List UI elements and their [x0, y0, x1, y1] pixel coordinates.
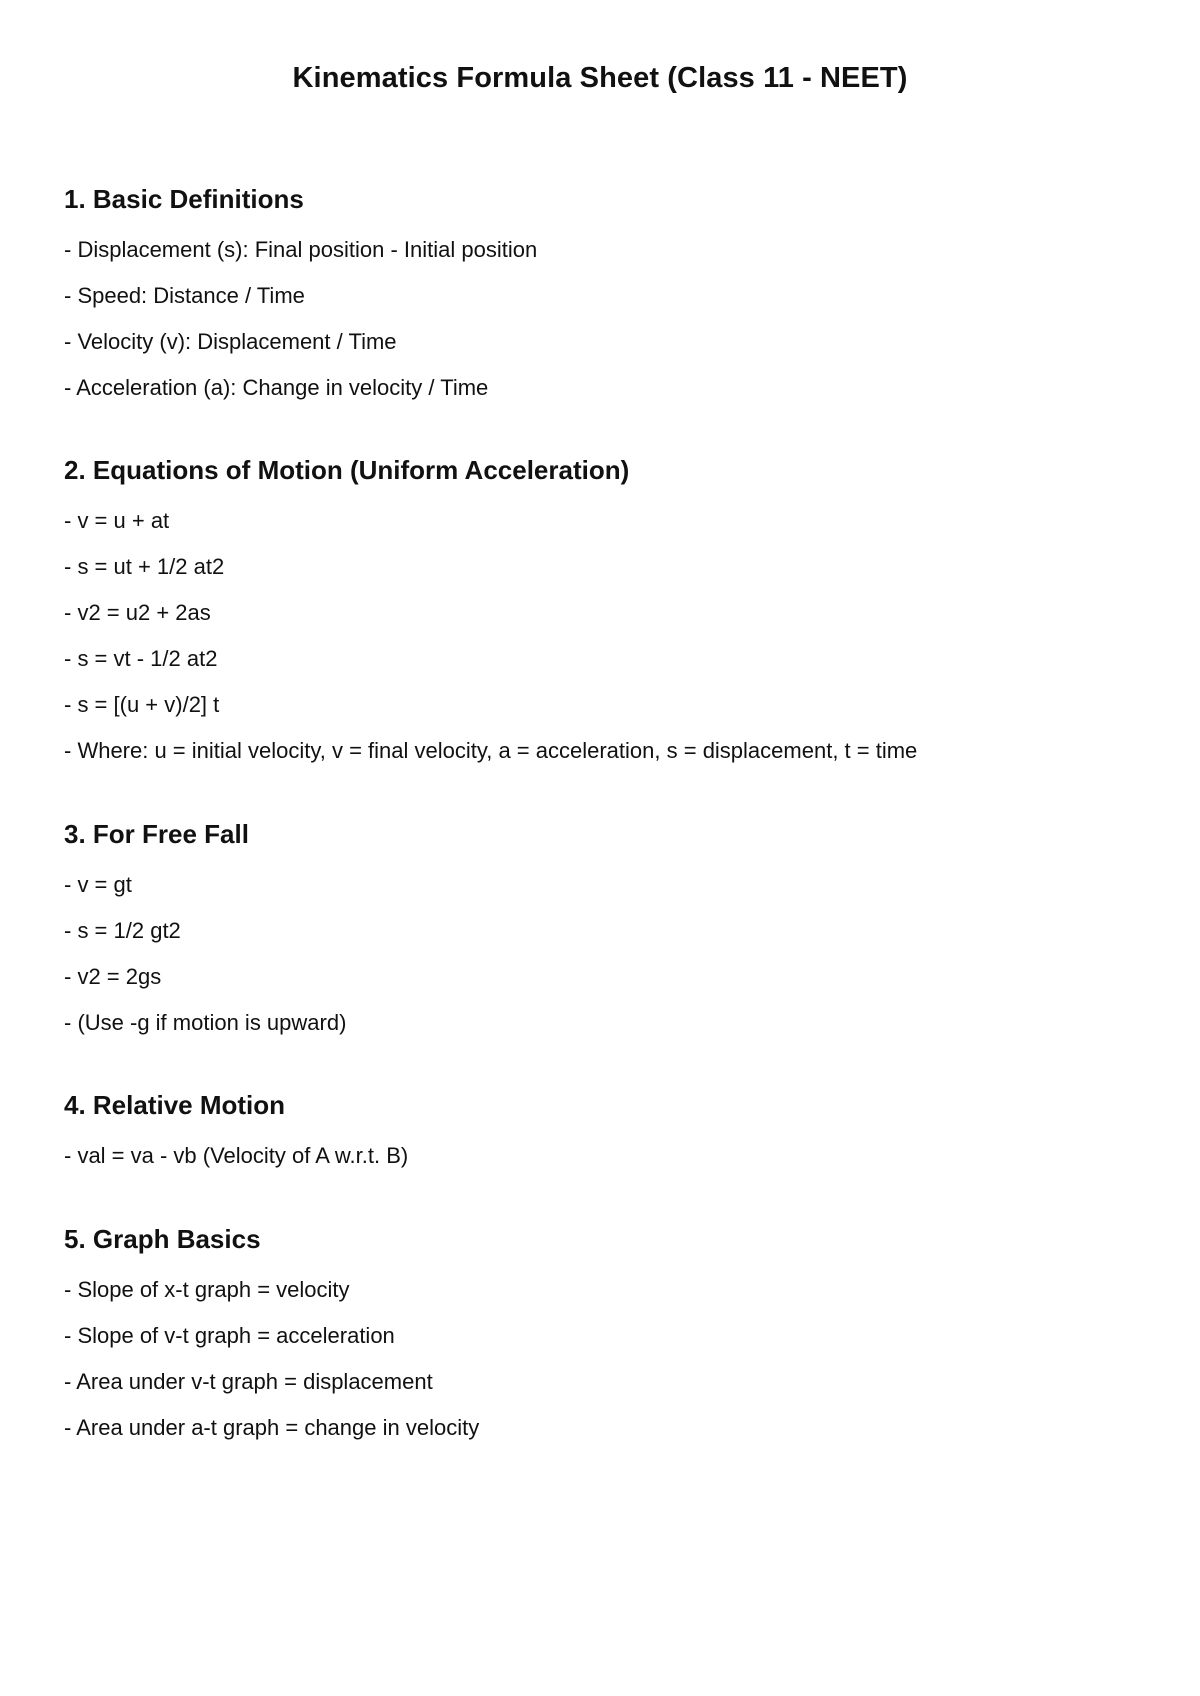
- formula-line: - Velocity (v): Displacement / Time: [64, 329, 397, 354]
- formula-line: - s = vt - 1/2 at2: [64, 646, 218, 671]
- formula-line: - Displacement (s): Final position - Initial position: [64, 237, 538, 262]
- section-basic-definitions: [64, 180, 1144, 411]
- formula-line: - val = va - vb (Velocity of A w.r.t. B): [64, 1143, 409, 1168]
- section-heading: 4. Relative Motion: [64, 1090, 286, 1120]
- formula-line: - v2 = u2 + 2as: [64, 600, 211, 625]
- formula-line: - v2 = 2gs: [64, 964, 162, 989]
- formula-line: - s = [(u + v)/2] t: [64, 692, 220, 717]
- formula-line: - Acceleration (a): Change in velocity / Time: [64, 375, 489, 400]
- section-relative-motion: [64, 1086, 1144, 1179]
- formula-line: - Slope of x-t graph = velocity: [64, 1277, 350, 1302]
- formula-line: - v = gt: [64, 872, 132, 897]
- formula-line: - s = ut + 1/2 at2: [64, 554, 225, 579]
- section-free-fall: [64, 815, 1144, 1046]
- formula-line: - Slope of v-t graph = acceleration: [64, 1323, 395, 1348]
- section-list: [64, 227, 1144, 411]
- section-heading: 2. Equations of Motion (Uniform Acceleration): [64, 455, 630, 485]
- section-heading: 1. Basic Definitions: [64, 184, 304, 214]
- formula-line: - v = u + at: [64, 508, 170, 533]
- section-heading: 5. Graph Basics: [64, 1224, 261, 1254]
- formula-line: - s = 1/2 gt2: [64, 918, 181, 943]
- section-list: [64, 1133, 1144, 1179]
- section-heading: 3. For Free Fall: [64, 819, 249, 849]
- formula-line: - Area under a-t graph = change in velocity: [64, 1415, 480, 1440]
- formula-line: - Speed: Distance / Time: [64, 283, 305, 308]
- formula-line: - (Use -g if motion is upward): [64, 1010, 347, 1035]
- document-title: Kinematics Formula Sheet (Class 11 - NEET): [292, 62, 908, 94]
- section-graph-basics: [64, 1220, 1144, 1451]
- formula-line: - Area under v-t graph = displacement: [64, 1369, 433, 1394]
- section-list: [64, 862, 1144, 1046]
- section-list: [64, 1267, 1144, 1451]
- formula-line: - Where: u = initial velocity, v = final velocity, a = acceleration, s = displacement, t = time: [64, 738, 918, 763]
- section-list: [64, 498, 1144, 774]
- section-equations-of-motion: [64, 451, 1144, 774]
